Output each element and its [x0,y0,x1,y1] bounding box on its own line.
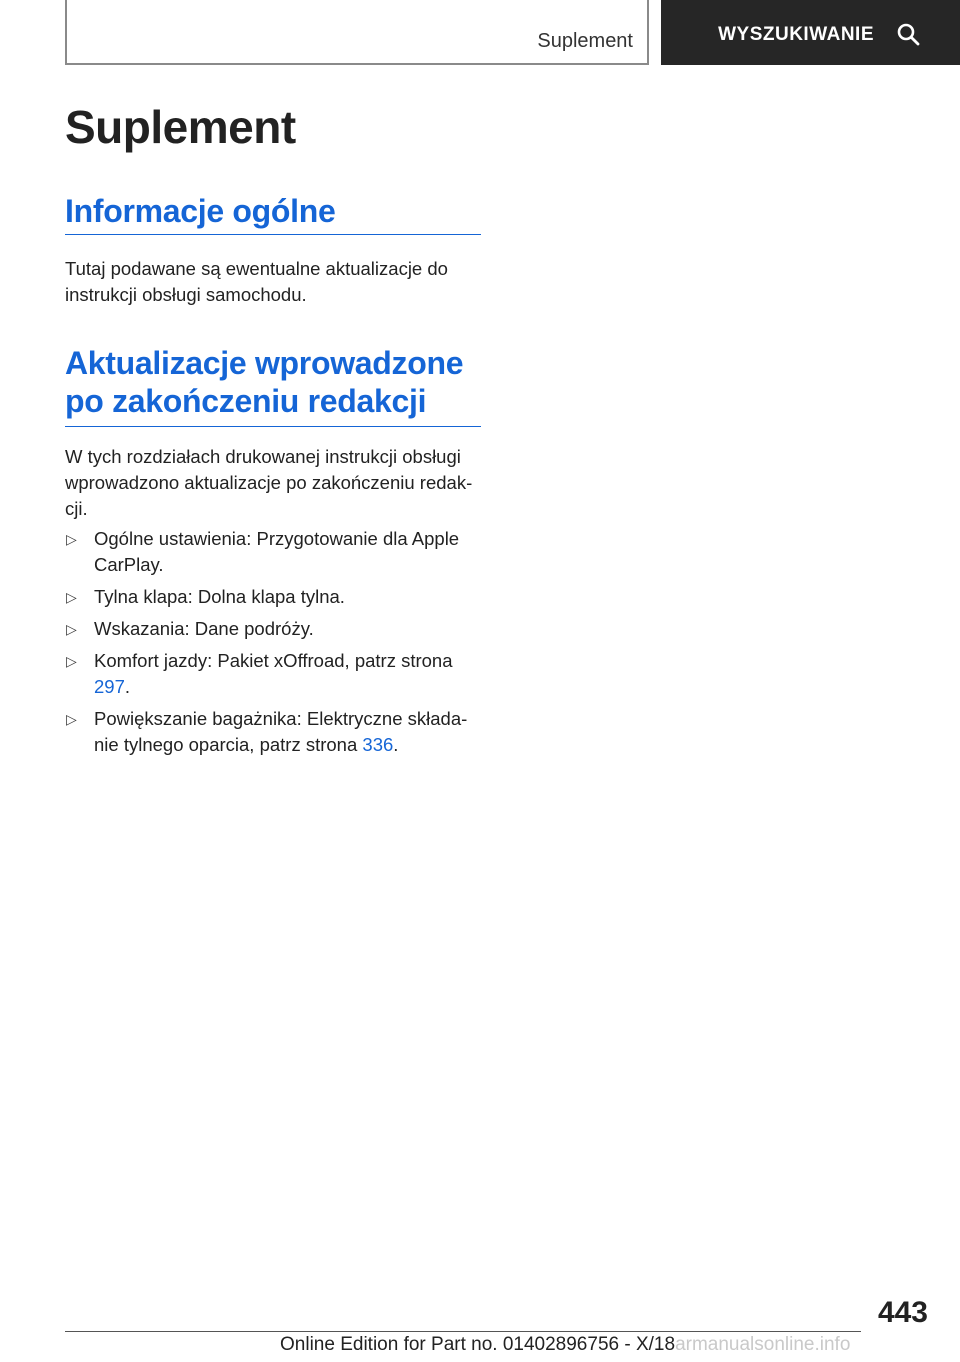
section-updates-paragraph: W tych rozdziałach drukowanej instrukcji obsługi wprowadzono aktualizacje po zakończeniu redakcji. [65,446,473,519]
chapter-tab-label: Suplement [537,30,633,52]
search-button-label: WYSZUKIWANIE [718,23,874,45]
list-item-text: Ogólne ustawienia: Przygotowanie dla Apple CarPlay. [94,528,460,575]
list-item [65,648,481,700]
triangle-bullet-icon: ▷ [66,653,77,669]
triangle-bullet-icon: ▷ [66,531,77,547]
list-item-text: Komfort jazdy: Pakiet xOffroad, patrz strona [94,650,453,671]
section-heading-updates [65,344,481,427]
list-item-text: Tylna klapa: Dolna klapa tylna. [94,586,345,607]
list-item-suffix: . [393,734,399,755]
section-heading-updates-line2: po zakończeniu redakcji [65,383,427,419]
page-link-297[interactable]: 297 [94,676,125,697]
section-heading-updates-line1: Aktualizacje wprowadzone [65,345,464,381]
list-item [65,706,481,758]
footer-divider [65,1331,861,1332]
edition-text: Online Edition for Part no. 01402896756 - X/18 [280,1334,676,1355]
updates-list [65,526,481,764]
section-general-paragraph: Tutaj podawane są ewentualne aktualizacje do instrukcji obsługi samochodu. [65,258,448,305]
page-number: 443 [877,1296,928,1329]
list-item [65,616,481,642]
list-item [65,584,481,610]
list-item [65,526,481,578]
footer-edition [280,1334,928,1356]
list-item-suffix: . [124,676,131,697]
page-title: Suplement [65,101,296,153]
search-button[interactable] [661,0,960,65]
triangle-bullet-icon: ▷ [66,621,77,637]
section-heading-general: Informacje ogólne [65,192,481,235]
triangle-bullet-icon: ▷ [66,711,77,727]
triangle-bullet-icon: ▷ [66,589,77,605]
chapter-tab[interactable] [65,0,649,65]
list-item-text: Powiększanie bagażnika: Elektryczne składanie tylnego oparcia, patrz strona [94,708,468,755]
page-link-336[interactable]: 336 [362,734,394,755]
watermark: armanualsonline.info [675,1334,851,1355]
list-item-text: Wskazania: Dane podróży. [94,618,314,639]
search-icon [896,22,920,46]
